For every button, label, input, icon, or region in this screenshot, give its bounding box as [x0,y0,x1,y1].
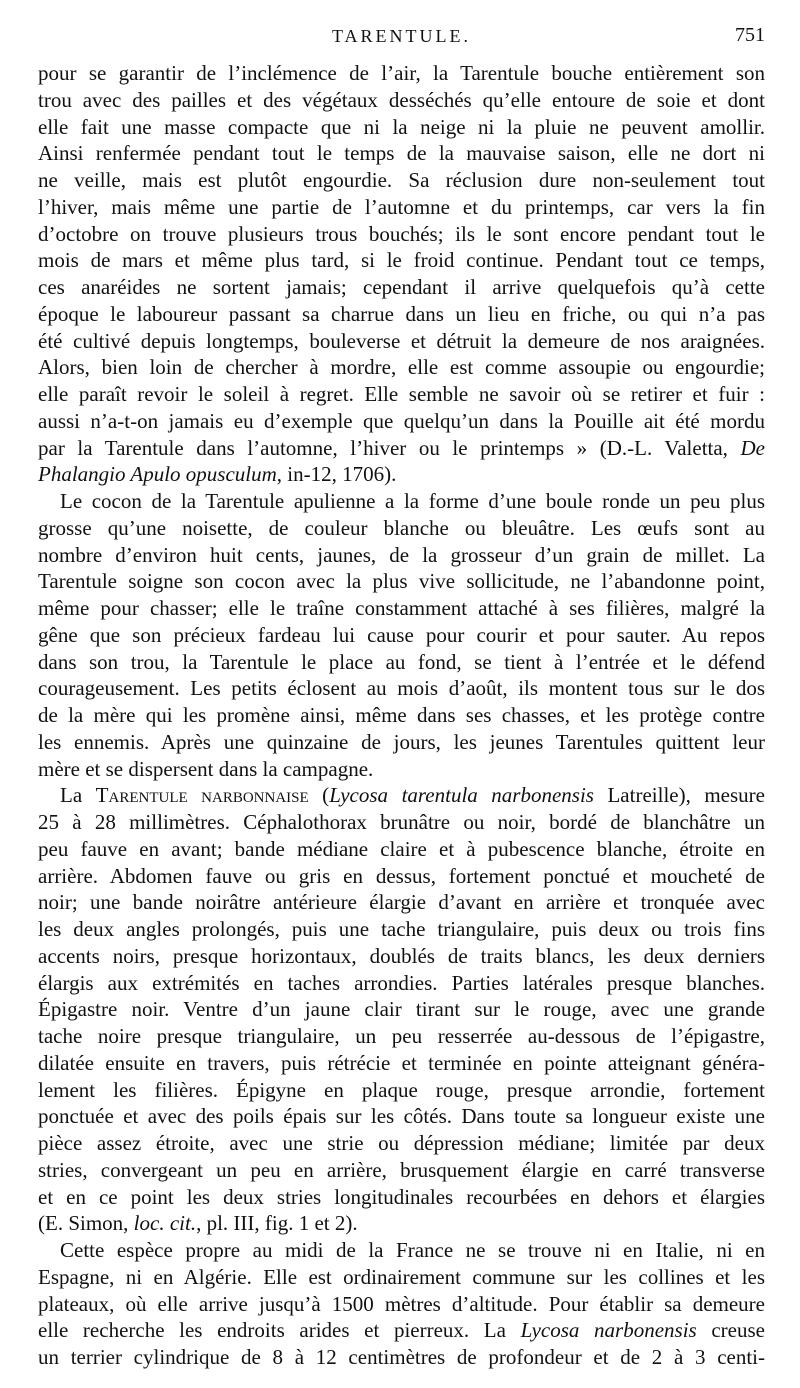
text-line: pièce assez étroite, avec une strie ou dépression médiane; limitée par deux [38,1131,765,1155]
text-line: élargis aux extrémités en taches arrondies. Parties latérales presque blanches. [38,970,765,995]
text-line: l’hiver, mais même une partie de l’automne et du printemps, car vers la fin [38,194,765,219]
running-header [38,20,765,50]
text-line: époque le laboureur passant sa charrue dans un lieu en friche, ou qui n’a pas [38,301,765,326]
text-run: , in-12, 1706). [276,462,397,487]
text-line: arrière. Abdomen fauve ou gris en dessus, fortement ponctué et moucheté de [38,863,765,888]
text-line: Épigastre noir. Ventre d’un jaune clair tirant sur le rouge, avec une grande [38,997,765,1022]
text-run: Latreille), mesure [593,783,765,808]
text-line: accents noirs, presque horizontaux, doublés de traits blancs, les deux derniers [38,943,765,968]
text-line [38,435,765,462]
text-line: dilatée ensuite en travers, puis rétrécie et terminée en pointe atteignant généra- [38,1050,765,1075]
text-line: aussi n’a-t-on jamais eu d’exemple que quelqu’un dans la Pouille ait été mordu [38,408,765,433]
species-name: Lycosa narbonensis [520,1318,697,1343]
text-line: pour se garantir de l’inclémence de l’air, la Tarentule bouche entièrement son [38,61,765,85]
text-line: ponctuée et avec des poils épais sur les côtés. Dans toute sa longueur existe une [38,1104,765,1129]
paragraph-narbonnaise [38,782,765,1237]
text-line: d’octobre on trouve plusieurs trous bouchés; ils le sont encore pendant tout le [38,221,765,246]
text-line: stries, convergeant un peu en arrière, brusquement élargie en carré transverse [38,1157,765,1182]
text-line: dans son trou, la Tarentule le place au fond, se tient à l’entrée et le défend [38,649,765,674]
text-line: Ainsi renfermée pendant tout le temps de la mauvaise saison, elle ne dort ni [38,141,765,166]
small-caps-term: Tarentule narbonnaise [95,783,309,808]
text-line: 25 à 28 millimètres. Céphalothorax brunâtre ou noir, bordé de blanchâtre un [38,810,765,834]
text-line: et en ce point les deux stries longitudinales recourbées en dehors et élargies [38,1184,765,1209]
text-line: nombre d’environ huit cents, jaunes, de la grosseur d’un grain de millet. La [38,542,765,567]
text-line: Alors, bien loin de chercher à mordre, elle est comme assoupie ou engourdie; [38,355,765,380]
text-run: elle recherche les endroits arides et pierreux. La [38,1318,521,1343]
text-line: les ennemis. Après une quinzaine de jours, les jeunes Tarentules quittent leur [38,729,765,754]
page-number: 751 [735,24,765,46]
text-line: courageusement. Les petits éclosent au mois d’août, ils montent tous sur le dos [38,676,765,701]
citation: loc. cit. [133,1211,197,1236]
text-line: mère et se dispersent dans la campagne. [38,756,374,781]
italic-title: Phalangio Apulo opusculum [38,462,277,487]
text-run: par la Tarentule dans l’automne, l’hiver ou le printemps » (D.-L. Valetta, [38,435,741,460]
text-run: ( [308,783,330,808]
paragraph-continuation [38,60,765,488]
text-line [38,782,765,809]
text-line: elle paraît revoir le soleil à regret. Elle semble ne savoir où se retirer et fuir : [38,382,765,406]
text-line: ces anaréides ne sortent jamais; cependant il arrive quelquefois qu’à cette [38,275,765,299]
text-body [38,60,765,1371]
text-line: grosse qu’une noisette, de couleur blanche ou bleuâtre. Les œufs sont au [38,515,765,540]
text-run: (E. Simon, [38,1211,134,1236]
paragraph-cocoon [38,488,765,782]
text-line: noir; une bande noirâtre antérieure élargie d’avant en arrière et tronquée avec [38,890,765,915]
text-line: plateaux, où elle arrive jusqu’à 1500 mètres d’altitude. Pour établir sa demeure [38,1291,765,1316]
running-title: TARENTULE. [331,26,472,46]
text-line: été cultivé depuis longtemps, bouleverse et détruit la demeure de nos araignées. [38,328,765,353]
text-line: tache noire presque triangulaire, un peu resserrée au-dessous de l’épigastre, [38,1024,765,1048]
text-line: peu fauve en avant; bande médiane claire et à pubescence blanche, étroite en [38,836,765,861]
text-line: trou avec des pailles et des végétaux desséchés qu’elle entoure de soie et dont [38,87,765,112]
text-line: même pour chasser; elle le traîne constamment attaché à ses filières, malgré la [38,596,765,620]
paragraph-distribution [38,1237,765,1371]
text-line [38,1317,765,1344]
text-line: lement les filières. Épigyne en plaque rouge, presque arrondie, fortement [38,1077,765,1102]
text-line: ne veille, mais est plutôt engourdie. Sa réclusion dure non-seulement tout [38,168,765,192]
text-line: elle fait une masse compacte que ni la neige ni la pluie ne peuvent amollir. [38,114,765,139]
text-line: un terrier cylindrique de 8 à 12 centimètres de profondeur et de 2 à 3 centi- [38,1345,765,1369]
text-run: , pl. III, fig. 1 et 2). [196,1211,358,1236]
text-line: Cette espèce propre au midi de la France ne se trouve ni en Italie, ni en [60,1238,765,1262]
text-line: les deux angles prolongés, puis une tache triangulaire, puis deux ou trois fins [38,917,765,941]
italic-title: De [740,435,765,460]
text-line: de la mère qui les promène ainsi, même dans ses chasses, et les protège contre [38,703,765,727]
text-run: La [60,783,96,808]
species-name: Lycosa tarentula narbonensis [329,783,594,808]
text-line: Le cocon de la Tarentule apulienne a la forme d’une boule ronde un peu plus [60,489,765,513]
text-line [38,1210,765,1237]
text-line: Espagne, ni en Algérie. Elle est ordinairement commune sur les collines et les [38,1264,765,1289]
text-line [38,461,765,488]
text-run: creuse [696,1318,765,1343]
text-line: Tarentule soigne son cocon avec la plus vive sollicitude, ne l’abandonne point, [38,569,765,594]
text-line: mois de mars et même plus tard, si le froid continue. Pendant tout ce temps, [38,248,765,273]
text-line: gêne que son précieux fardeau lui cause pour courir et pour sauter. Au repos [38,622,765,647]
